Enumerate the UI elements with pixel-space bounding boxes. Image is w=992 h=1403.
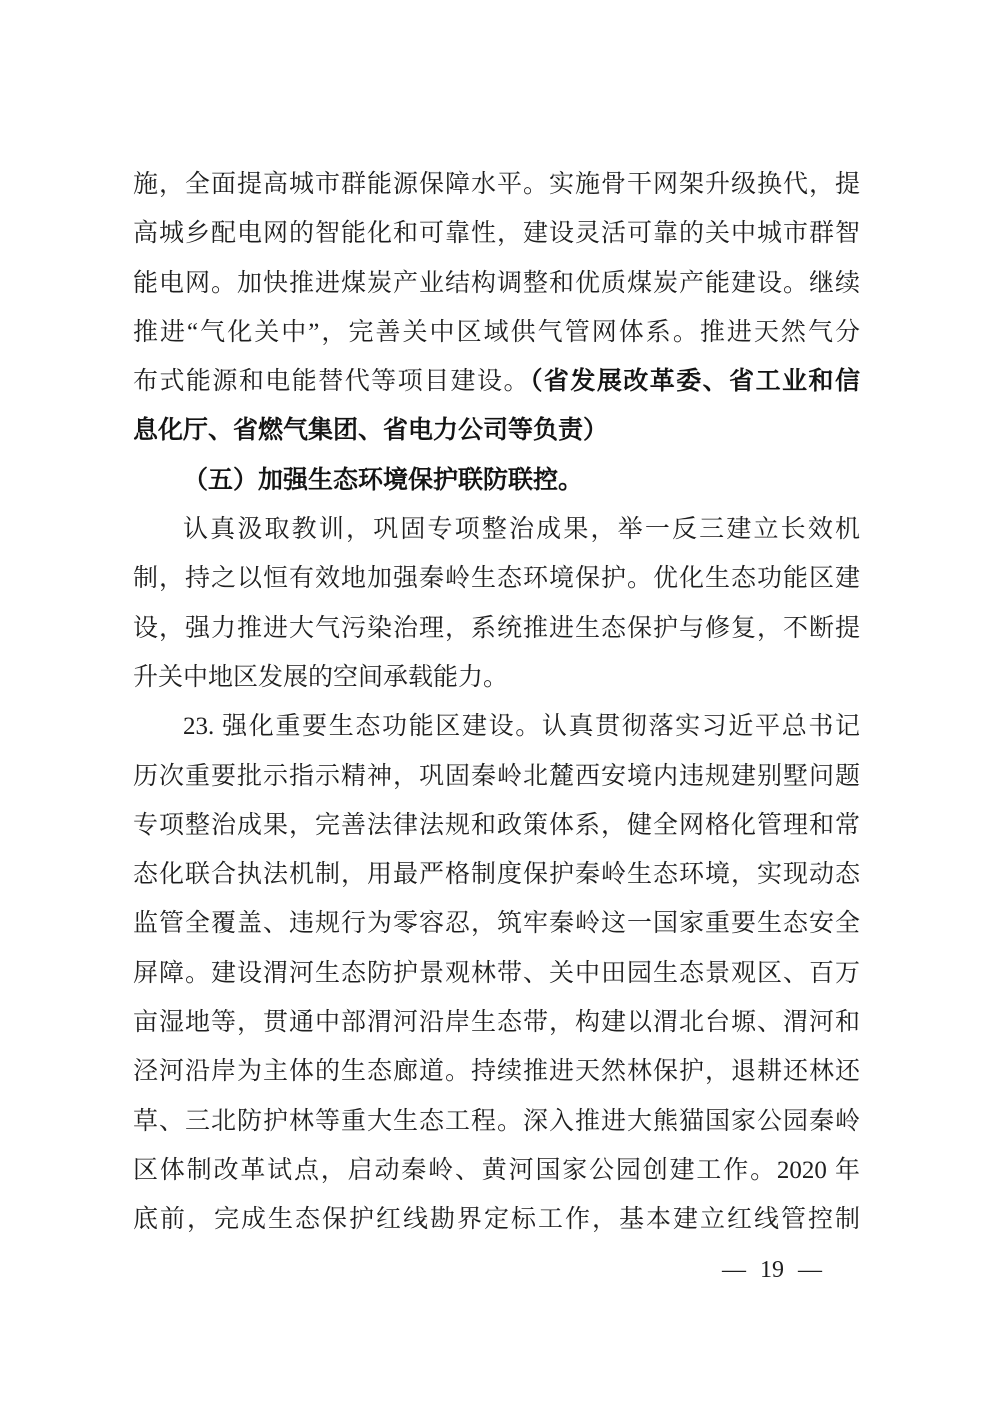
page-number: — 19 — [722, 1257, 822, 1283]
body-text [133, 160, 860, 1245]
line-text: 布式能源和电能替代等项目建设。 [133, 368, 530, 396]
text-line: 草、三北防护林等重大生态工程。深入推进大熊猫国家公园秦岭 [133, 1107, 860, 1135]
text-line: 高城乡配电网的智能化和可靠性，建设灵活可靠的关中城市群智 [133, 220, 860, 248]
text-line: 制，持之以恒有效地加强秦岭生态环境保护。优化生态功能区建 [133, 565, 860, 593]
text-line: 设，强力推进大气污染治理，系统推进生态保护与修复，不断提 [133, 614, 860, 642]
text-line: 专项整治成果，完善法律法规和政策体系，健全网格化管理和常 [133, 811, 860, 839]
responsible-units-text: （省发展改革委、省工业和信 [529, 368, 860, 396]
text-line: 区体制改革试点，启动秦岭、黄河国家公园创建工作。2020 年 [133, 1156, 860, 1184]
text-line [133, 357, 860, 406]
text-line: 态化联合执法机制，用最严格制度保护秦岭生态环境，实现动态 [133, 861, 860, 889]
text-line: 认真汲取教训，巩固专项整治成果，举一反三建立长效机 [183, 516, 860, 544]
text-line: 能电网。加快推进煤炭产业结构调整和优质煤炭产能建设。继续 [133, 269, 860, 297]
section-heading: （五）加强生态环境保护联防联控。 [183, 466, 584, 494]
text-line: 推进“气化关中”，完善关中区域供气管网体系。推进天然气分 [133, 318, 860, 346]
text-line: 升关中地区发展的空间承载能力。 [133, 663, 509, 691]
text-line: 亩湿地等，贯通中部渭河沿岸生态带，构建以渭北台塬、渭河和 [133, 1009, 860, 1037]
responsible-units-text: 息化厅、省燃气集团、省电力公司等负责） [133, 417, 609, 445]
text-line: 泾河沿岸为主体的生态廊道。持续推进天然林保护，退耕还林还 [133, 1058, 860, 1086]
text-line: 底前，完成生态保护红线勘界定标工作，基本建立红线管控制 [133, 1206, 860, 1234]
item-23-line: 23. 强化重要生态功能区建设。认真贯彻落实习近平总书记 [183, 713, 860, 741]
text-line: 监管全覆盖、违规行为零容忍，筑牢秦岭这一国家重要生态安全 [133, 910, 860, 938]
text-line: 施，全面提高城市群能源保障水平。实施骨干网架升级换代，提 [133, 171, 860, 198]
text-line: 屏障。建设渭河生态防护景观林带、关中田园生态景观区、百万 [133, 959, 860, 987]
text-line: 历次重要批示指示精神，巩固秦岭北麓西安境内违规建别墅问题 [133, 762, 860, 790]
